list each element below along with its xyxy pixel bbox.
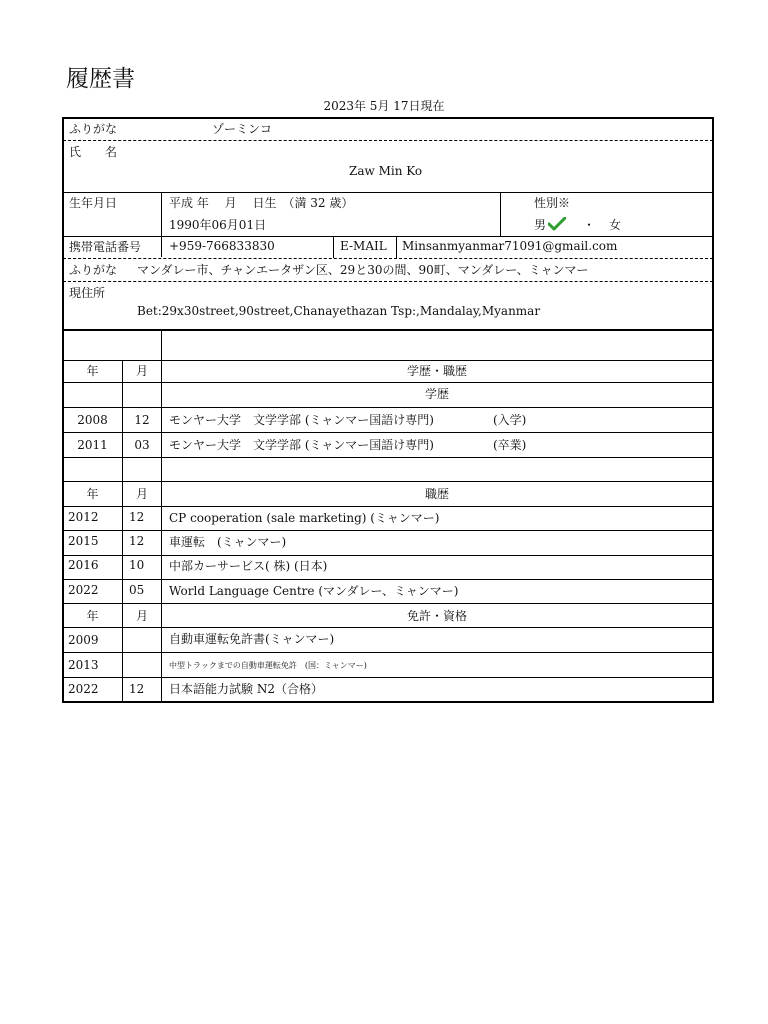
phone-value: +959-766833830: [169, 239, 275, 253]
birth-label: 生年月日: [69, 196, 118, 210]
email-label-divider-right: [396, 237, 397, 258]
row-line: [63, 481, 713, 482]
work-year: 2012: [68, 510, 99, 524]
email-label-divider-left: [333, 237, 334, 258]
license-text: 中型トラックまでの自動車運転免許 (国：ミャンマー): [169, 661, 367, 670]
row-line: [63, 506, 713, 507]
work-month: 05: [129, 583, 145, 597]
education-year: 2008: [77, 413, 108, 427]
address-furigana-divider: [63, 281, 713, 282]
row-line: [63, 652, 713, 653]
license-year: 2009: [68, 633, 99, 647]
phone-label: 携帯電話番号: [69, 240, 142, 254]
education-header: 学歴: [424, 387, 449, 401]
education-month: 03: [134, 438, 150, 452]
checkmark-icon: [548, 217, 566, 231]
address-furigana-label: ふりがな: [69, 263, 118, 277]
license-header: 免許・資格: [406, 609, 467, 623]
name-label: 氏 名: [69, 145, 118, 159]
row-line: [63, 432, 713, 433]
work-text: CP cooperation (sale marketing) (ミャンマー): [169, 511, 440, 525]
document-title: 履歴書: [66, 66, 135, 92]
history-year-header: 年: [86, 364, 99, 378]
education-month: 12: [134, 413, 150, 427]
birth-date: 1990年06月01日: [169, 218, 267, 232]
education-text: モンヤー大学 文学学部 (ミャンマー国語け専門): [169, 413, 434, 427]
phone-divider: [63, 258, 713, 259]
row-line: [63, 457, 713, 458]
row-line: [63, 407, 713, 408]
work-text: World Language Centre (マンダレー、ミャンマー): [169, 584, 459, 598]
gender-divider: [500, 193, 501, 236]
gender-male: 男: [534, 218, 547, 232]
email-label: E-MAIL: [340, 239, 387, 253]
birth-label-divider: [161, 193, 162, 257]
table-right-border: [712, 331, 714, 702]
name-value: Zaw Min Ko: [349, 164, 423, 178]
work-month: 12: [129, 534, 145, 548]
work-year-header: 年: [86, 487, 99, 501]
work-month-header: 月: [135, 487, 148, 501]
birth-era-line: 平成 年 月 日生 （満 32 歳）: [169, 196, 354, 210]
license-year: 2013: [68, 658, 99, 672]
gender-separator: ・: [583, 218, 596, 232]
furigana-divider: [63, 140, 713, 141]
document-date: 2023年 5月 17日現在: [323, 99, 445, 113]
work-month: 12: [129, 510, 145, 524]
work-text: 中部カーサービス( 株) (日本): [169, 559, 328, 573]
gender-label: 性別※: [534, 196, 571, 210]
education-note: (卒業): [493, 438, 527, 452]
row-line: [63, 382, 713, 383]
address-furigana: マンダレー市、チャンエータザン区、29と30の間、90町、マンダレー、ミャンマー: [137, 263, 589, 277]
row-line: [63, 677, 713, 678]
license-year: 2022: [68, 682, 99, 696]
license-month-header: 月: [135, 609, 148, 623]
address-value: Bet:29x30street,90street,Chanayethazan Tsp:,Mandalay,Myanmar: [137, 304, 541, 318]
education-year: 2011: [77, 438, 108, 452]
license-text: 自動車運転免許書(ミャンマー): [169, 632, 335, 646]
row-line: [63, 360, 713, 361]
education-text: モンヤー大学 文学学部 (ミャンマー国語け専門): [169, 438, 434, 452]
gender-female: 女: [609, 218, 622, 232]
table-left-border: [62, 331, 64, 702]
row-line: [63, 579, 713, 580]
table-bottom-border: [62, 701, 714, 703]
row-line: [63, 603, 713, 604]
furigana-name: ゾーミンコ: [212, 122, 273, 136]
license-text: 日本語能力試験 N2（合格）: [169, 682, 323, 696]
license-year-header: 年: [86, 609, 99, 623]
work-year: 2016: [68, 558, 99, 572]
education-note: (入学): [493, 413, 527, 427]
work-header: 職歴: [424, 487, 449, 501]
history-header: 学歴・職歴: [406, 364, 467, 378]
license-month: 12: [129, 682, 145, 696]
work-year: 2015: [68, 534, 99, 548]
email-value: Minsanmyanmar71091@gmail.com: [402, 239, 618, 253]
work-month: 10: [129, 558, 145, 572]
history-month-header: 月: [135, 364, 148, 378]
work-text: 車運転 (ミャンマー): [169, 535, 287, 549]
address-label: 現住所: [69, 286, 106, 300]
row-line: [63, 530, 713, 531]
row-line: [63, 555, 713, 556]
row-line: [63, 627, 713, 628]
furigana-label: ふりがな: [69, 122, 118, 136]
work-year: 2022: [68, 583, 99, 597]
